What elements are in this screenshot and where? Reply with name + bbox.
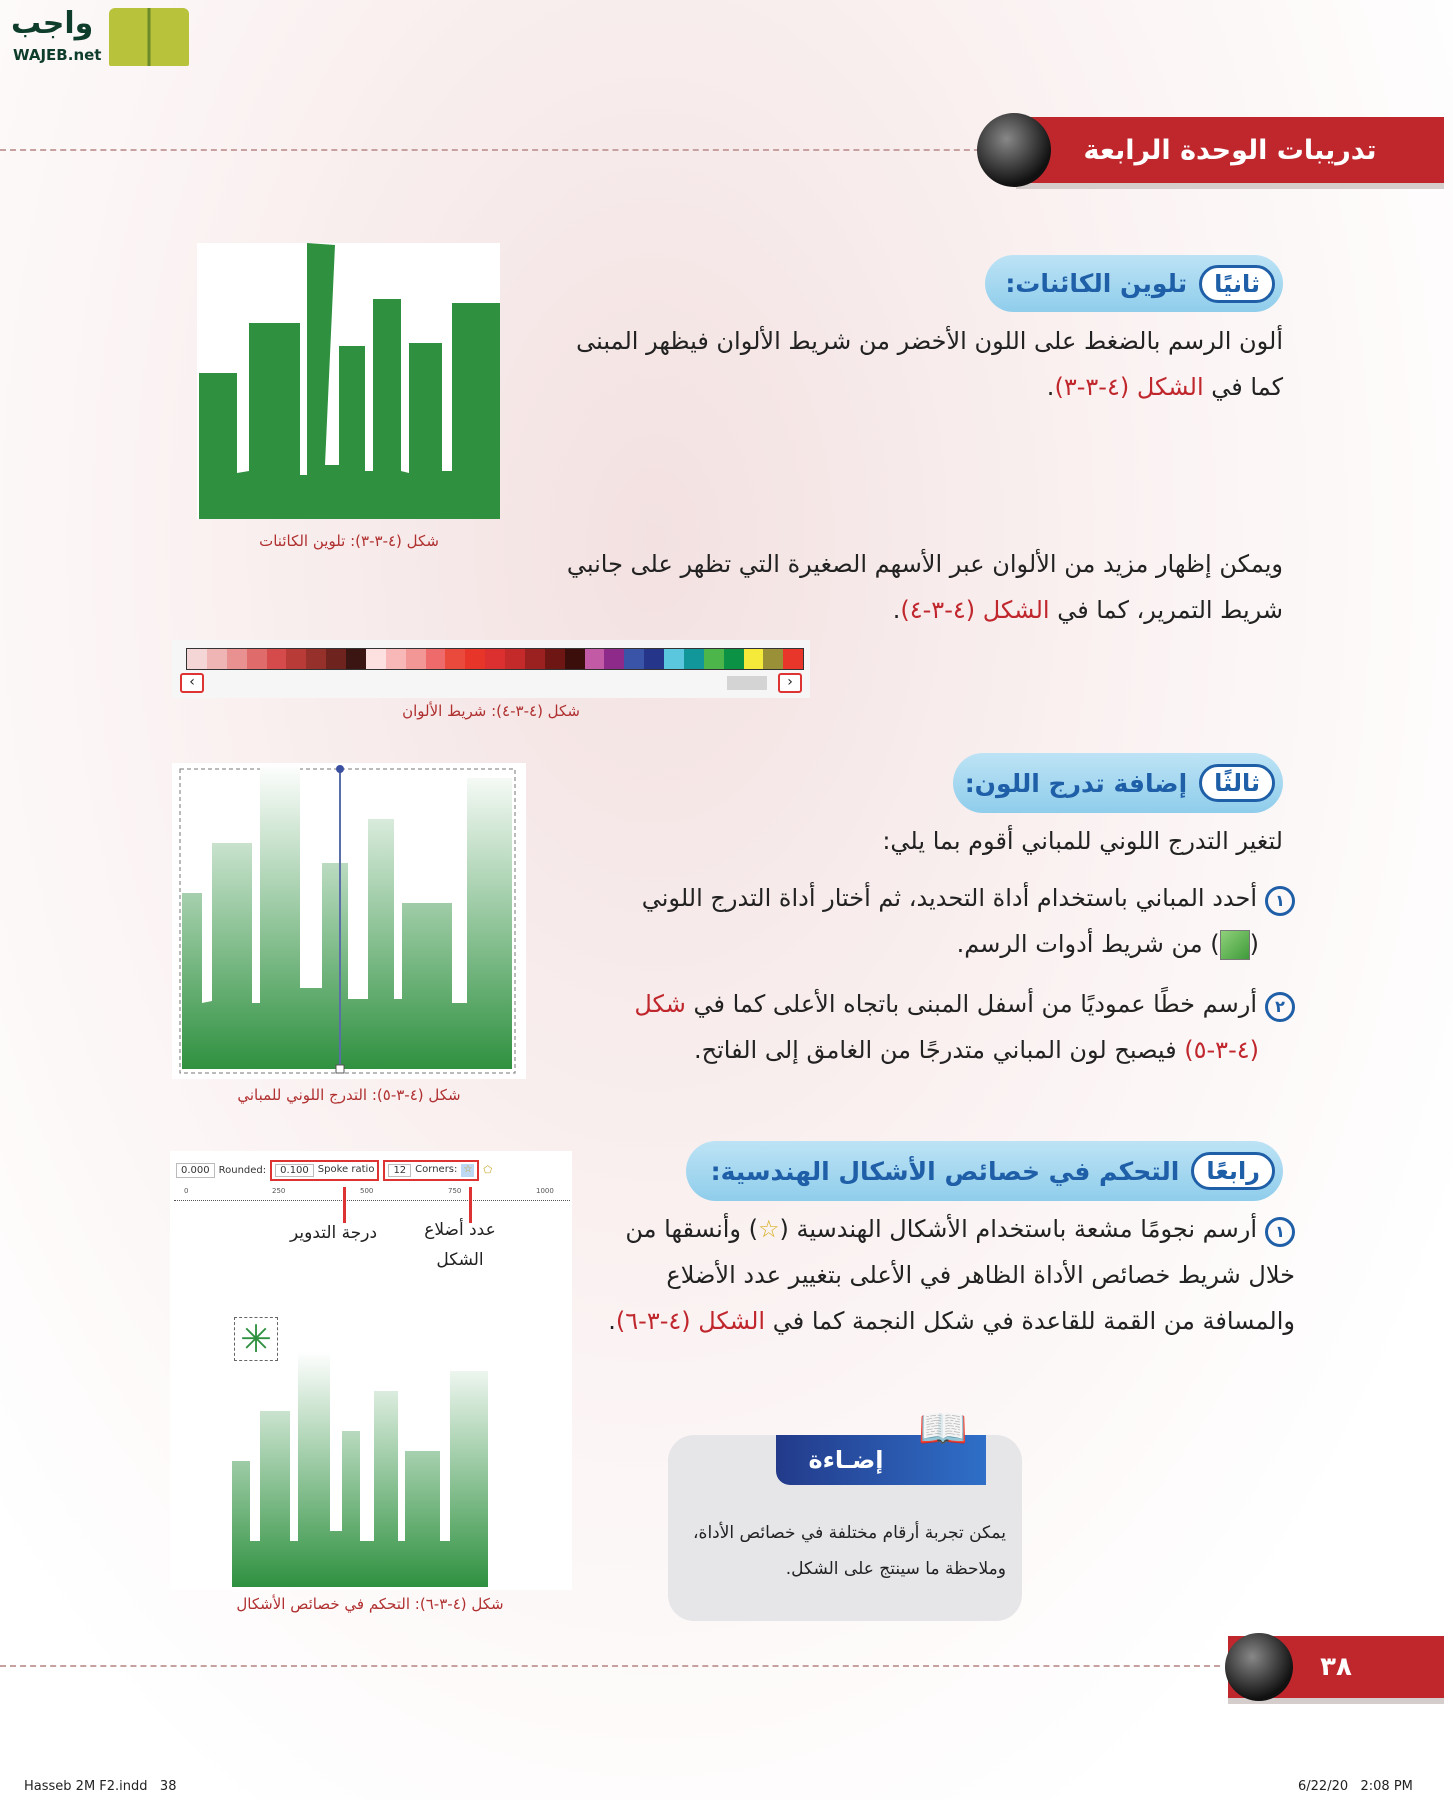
shapes-step-1: ١أرسم نجومًا مشعة باستخدام الأشكال الهندسية (☆) وأنسقها من خلال شريط خصائص الأداة الظاهر في الأعلى بتغيير عدد الأضلاع والمسافة من القمة للقاعدة في شكل النجمة كما في الشكل (٤-٣-٦). bbox=[608, 1215, 1295, 1335]
color-swatch[interactable] bbox=[406, 649, 426, 669]
section-heading-gradient bbox=[953, 753, 1283, 813]
color-swatch[interactable] bbox=[465, 649, 485, 669]
corners-field[interactable]: 12 bbox=[388, 1164, 411, 1177]
color-swatch[interactable] bbox=[664, 649, 684, 669]
figure-caption: شكل (٤-٣-٣): تلوين الكائنات bbox=[259, 532, 439, 550]
ruler-tick-label: 500 bbox=[360, 1187, 374, 1195]
footer-date: 6/22/20 2:08 PM bbox=[1298, 1779, 1413, 1794]
color-swatch[interactable] bbox=[286, 649, 306, 669]
star-shape: ✳ bbox=[234, 1317, 278, 1361]
star-shape-icon[interactable]: ☆ bbox=[463, 1163, 473, 1175]
section-title: إضافة تدرج اللون: bbox=[964, 768, 1188, 798]
text: من شريط أدوات الرسم. bbox=[956, 930, 1203, 958]
section-heading-shapes bbox=[686, 1141, 1283, 1201]
star-tool-icon: ☆ bbox=[758, 1215, 780, 1243]
color-swatch[interactable] bbox=[445, 649, 465, 669]
scroll-right-button[interactable]: › bbox=[778, 673, 802, 693]
section-heading-coloring bbox=[985, 255, 1283, 312]
spoke-ratio-group bbox=[270, 1160, 379, 1181]
rounded-label: Rounded: bbox=[218, 1164, 267, 1176]
color-swatch[interactable] bbox=[585, 649, 605, 669]
figure-ref: (٤-٣-٥) bbox=[1184, 1036, 1259, 1064]
color-swatch[interactable] bbox=[783, 649, 803, 669]
figure-ref: الشكل (٤-٣-٣) bbox=[1054, 373, 1204, 401]
scrollbar-thumb[interactable] bbox=[727, 676, 767, 690]
gradient-step-2 bbox=[540, 981, 1295, 1073]
text: أحدد المباني باستخدام أداة التحديد، ثم أختار أداة التدرج اللوني bbox=[641, 884, 1257, 912]
label-corners: عدد أضلاع الشكل bbox=[424, 1220, 496, 1270]
figure-colored-buildings bbox=[197, 243, 500, 519]
text: ألون الرسم بالضغط على اللون الأخضر من شريط الألوان فيظهر المبنى كما في bbox=[576, 327, 1283, 401]
book-icon bbox=[109, 8, 189, 66]
color-swatch[interactable] bbox=[624, 649, 644, 669]
spoke-ratio-label: Spoke ratio bbox=[317, 1163, 375, 1175]
header-divider bbox=[0, 149, 1010, 151]
figure-shape-properties bbox=[170, 1151, 572, 1590]
figure-gradient-buildings bbox=[172, 763, 526, 1079]
text: . bbox=[1046, 373, 1055, 401]
tip-title: إضـاءة bbox=[808, 1446, 884, 1474]
color-swatch[interactable] bbox=[565, 649, 585, 669]
color-swatch[interactable] bbox=[763, 649, 783, 669]
color-swatch[interactable] bbox=[704, 649, 724, 669]
gradient-buildings-small bbox=[230, 1351, 490, 1589]
color-swatch[interactable] bbox=[267, 649, 287, 669]
paragraph-more-colors bbox=[545, 541, 1283, 633]
figure-caption: شكل (٤-٣-٤): شريط الألوان bbox=[402, 702, 580, 720]
corners-label: Corners: bbox=[415, 1163, 458, 1175]
section-title: التحكم في خصائص الأشكال الهندسية: bbox=[710, 1156, 1180, 1186]
ruler bbox=[174, 1189, 570, 1201]
section-tag: ثالثًا bbox=[1199, 764, 1275, 802]
color-swatch[interactable] bbox=[426, 649, 446, 669]
footer-file: Hasseb 2M F2.indd 38 bbox=[24, 1779, 177, 1794]
step-number: ٢ bbox=[1265, 992, 1295, 1022]
book-lamp-icon: 📖 bbox=[918, 1406, 968, 1452]
ruler-tick-label: 1000 bbox=[536, 1187, 554, 1195]
text: . bbox=[892, 596, 901, 624]
ruler-tick-label: 0 bbox=[184, 1187, 189, 1195]
corners-group bbox=[383, 1160, 479, 1181]
color-swatch[interactable] bbox=[306, 649, 326, 669]
color-swatch[interactable] bbox=[525, 649, 545, 669]
arrow-rounding bbox=[343, 1187, 346, 1223]
text: . bbox=[608, 1307, 616, 1335]
color-swatch[interactable] bbox=[386, 649, 406, 669]
figure-ref: شكل bbox=[634, 990, 686, 1018]
color-swatch[interactable] bbox=[545, 649, 565, 669]
tip-text: يمكن تجربة أرقام مختلفة في خصائص الأداة، وملاحظة ما سينتج على الشكل. bbox=[693, 1523, 1006, 1579]
gradient-tool-icon bbox=[1220, 930, 1250, 960]
paragraph-coloring bbox=[545, 318, 1283, 410]
figure-ref: الشكل (٤-٣-٦) bbox=[615, 1307, 766, 1335]
page-number: ٣٨ bbox=[1320, 1652, 1352, 1682]
footer-knob bbox=[1225, 1633, 1293, 1701]
step-number: ١ bbox=[1265, 1217, 1295, 1247]
text: أرسم نجومًا مشعة باستخدام الأشكال الهندسية bbox=[796, 1215, 1257, 1243]
text: فيصبح لون المباني متدرجًا من الغامق إلى الفاتح. bbox=[693, 1036, 1185, 1064]
color-swatch[interactable] bbox=[326, 649, 346, 669]
color-swatch[interactable] bbox=[207, 649, 227, 669]
figure-ref: الشكل (٤-٣-٤) bbox=[900, 596, 1050, 624]
color-swatch[interactable] bbox=[366, 649, 386, 669]
text: أرسم خطًا عموديًا من أسفل المبنى باتجاه الأعلى كما في bbox=[685, 990, 1257, 1018]
logo-arabic: واجب bbox=[11, 6, 94, 41]
ruler-tick-label: 750 bbox=[448, 1187, 462, 1195]
color-swatch[interactable] bbox=[505, 649, 525, 669]
rounded-field[interactable]: 0.000 bbox=[176, 1163, 215, 1178]
header-knob bbox=[977, 113, 1051, 187]
spoke-ratio-field[interactable]: 0.100 bbox=[275, 1164, 314, 1177]
gradient-step-1: ١أحدد المباني باستخدام أداة التحديد، ثم أختار أداة التدرج اللوني () من شريط أدوات الرسم. bbox=[540, 875, 1295, 967]
color-swatch[interactable] bbox=[604, 649, 624, 669]
color-swatches bbox=[186, 648, 804, 670]
section-title: تلوين الكائنات: bbox=[1005, 269, 1188, 298]
text: ويمكن إظهار مزيد من الألوان عبر الأسهم الصغيرة التي تظهر على جانبي شريط التمرير، كما في bbox=[566, 550, 1283, 624]
figure-caption: شكل (٤-٣-٥): التدرج اللوني للمباني bbox=[237, 1086, 461, 1104]
step-number: ١ bbox=[1265, 886, 1295, 916]
wajeb-logo bbox=[9, 6, 189, 68]
gradient-intro: لتغير التدرج اللوني للمباني أقوم بما يلي: bbox=[882, 827, 1283, 855]
logo-latin: WAJEB.net bbox=[13, 46, 102, 64]
footer-divider bbox=[0, 1665, 1220, 1667]
tip-box bbox=[668, 1406, 1022, 1621]
polygon-shape-icon[interactable]: ⬠ bbox=[483, 1164, 493, 1176]
section-tag: رابعًا bbox=[1191, 1152, 1275, 1190]
color-swatch[interactable] bbox=[644, 649, 664, 669]
unit-title: تدريبات الوحدة الرابعة bbox=[1083, 134, 1377, 166]
color-swatch[interactable] bbox=[227, 649, 247, 669]
star-toolbar bbox=[176, 1157, 572, 1183]
figure-caption: شكل (٤-٣-٦): التحكم في خصائص الأشكال bbox=[236, 1595, 504, 1613]
color-swatch[interactable] bbox=[485, 649, 505, 669]
unit-header bbox=[1016, 117, 1444, 183]
text: وأنسقها من خلال شريط خصائص الأداة الظاهر في الأعلى بتغيير عدد الأضلاع والمسافة من القمة للقاعدة في شكل النجمة كما في bbox=[625, 1215, 1295, 1335]
section-tag: ثانيًا bbox=[1199, 265, 1275, 303]
color-swatch[interactable] bbox=[346, 649, 366, 669]
color-swatch[interactable] bbox=[187, 649, 207, 669]
figure-color-palette bbox=[172, 640, 810, 698]
scroll-left-button[interactable]: ‹ bbox=[180, 673, 204, 693]
color-swatch[interactable] bbox=[724, 649, 744, 669]
color-swatch[interactable] bbox=[744, 649, 764, 669]
ruler-tick-label: 250 bbox=[272, 1187, 286, 1195]
color-swatch[interactable] bbox=[247, 649, 267, 669]
color-swatch[interactable] bbox=[684, 649, 704, 669]
label-rounding: درجة التدوير bbox=[290, 1223, 378, 1243]
